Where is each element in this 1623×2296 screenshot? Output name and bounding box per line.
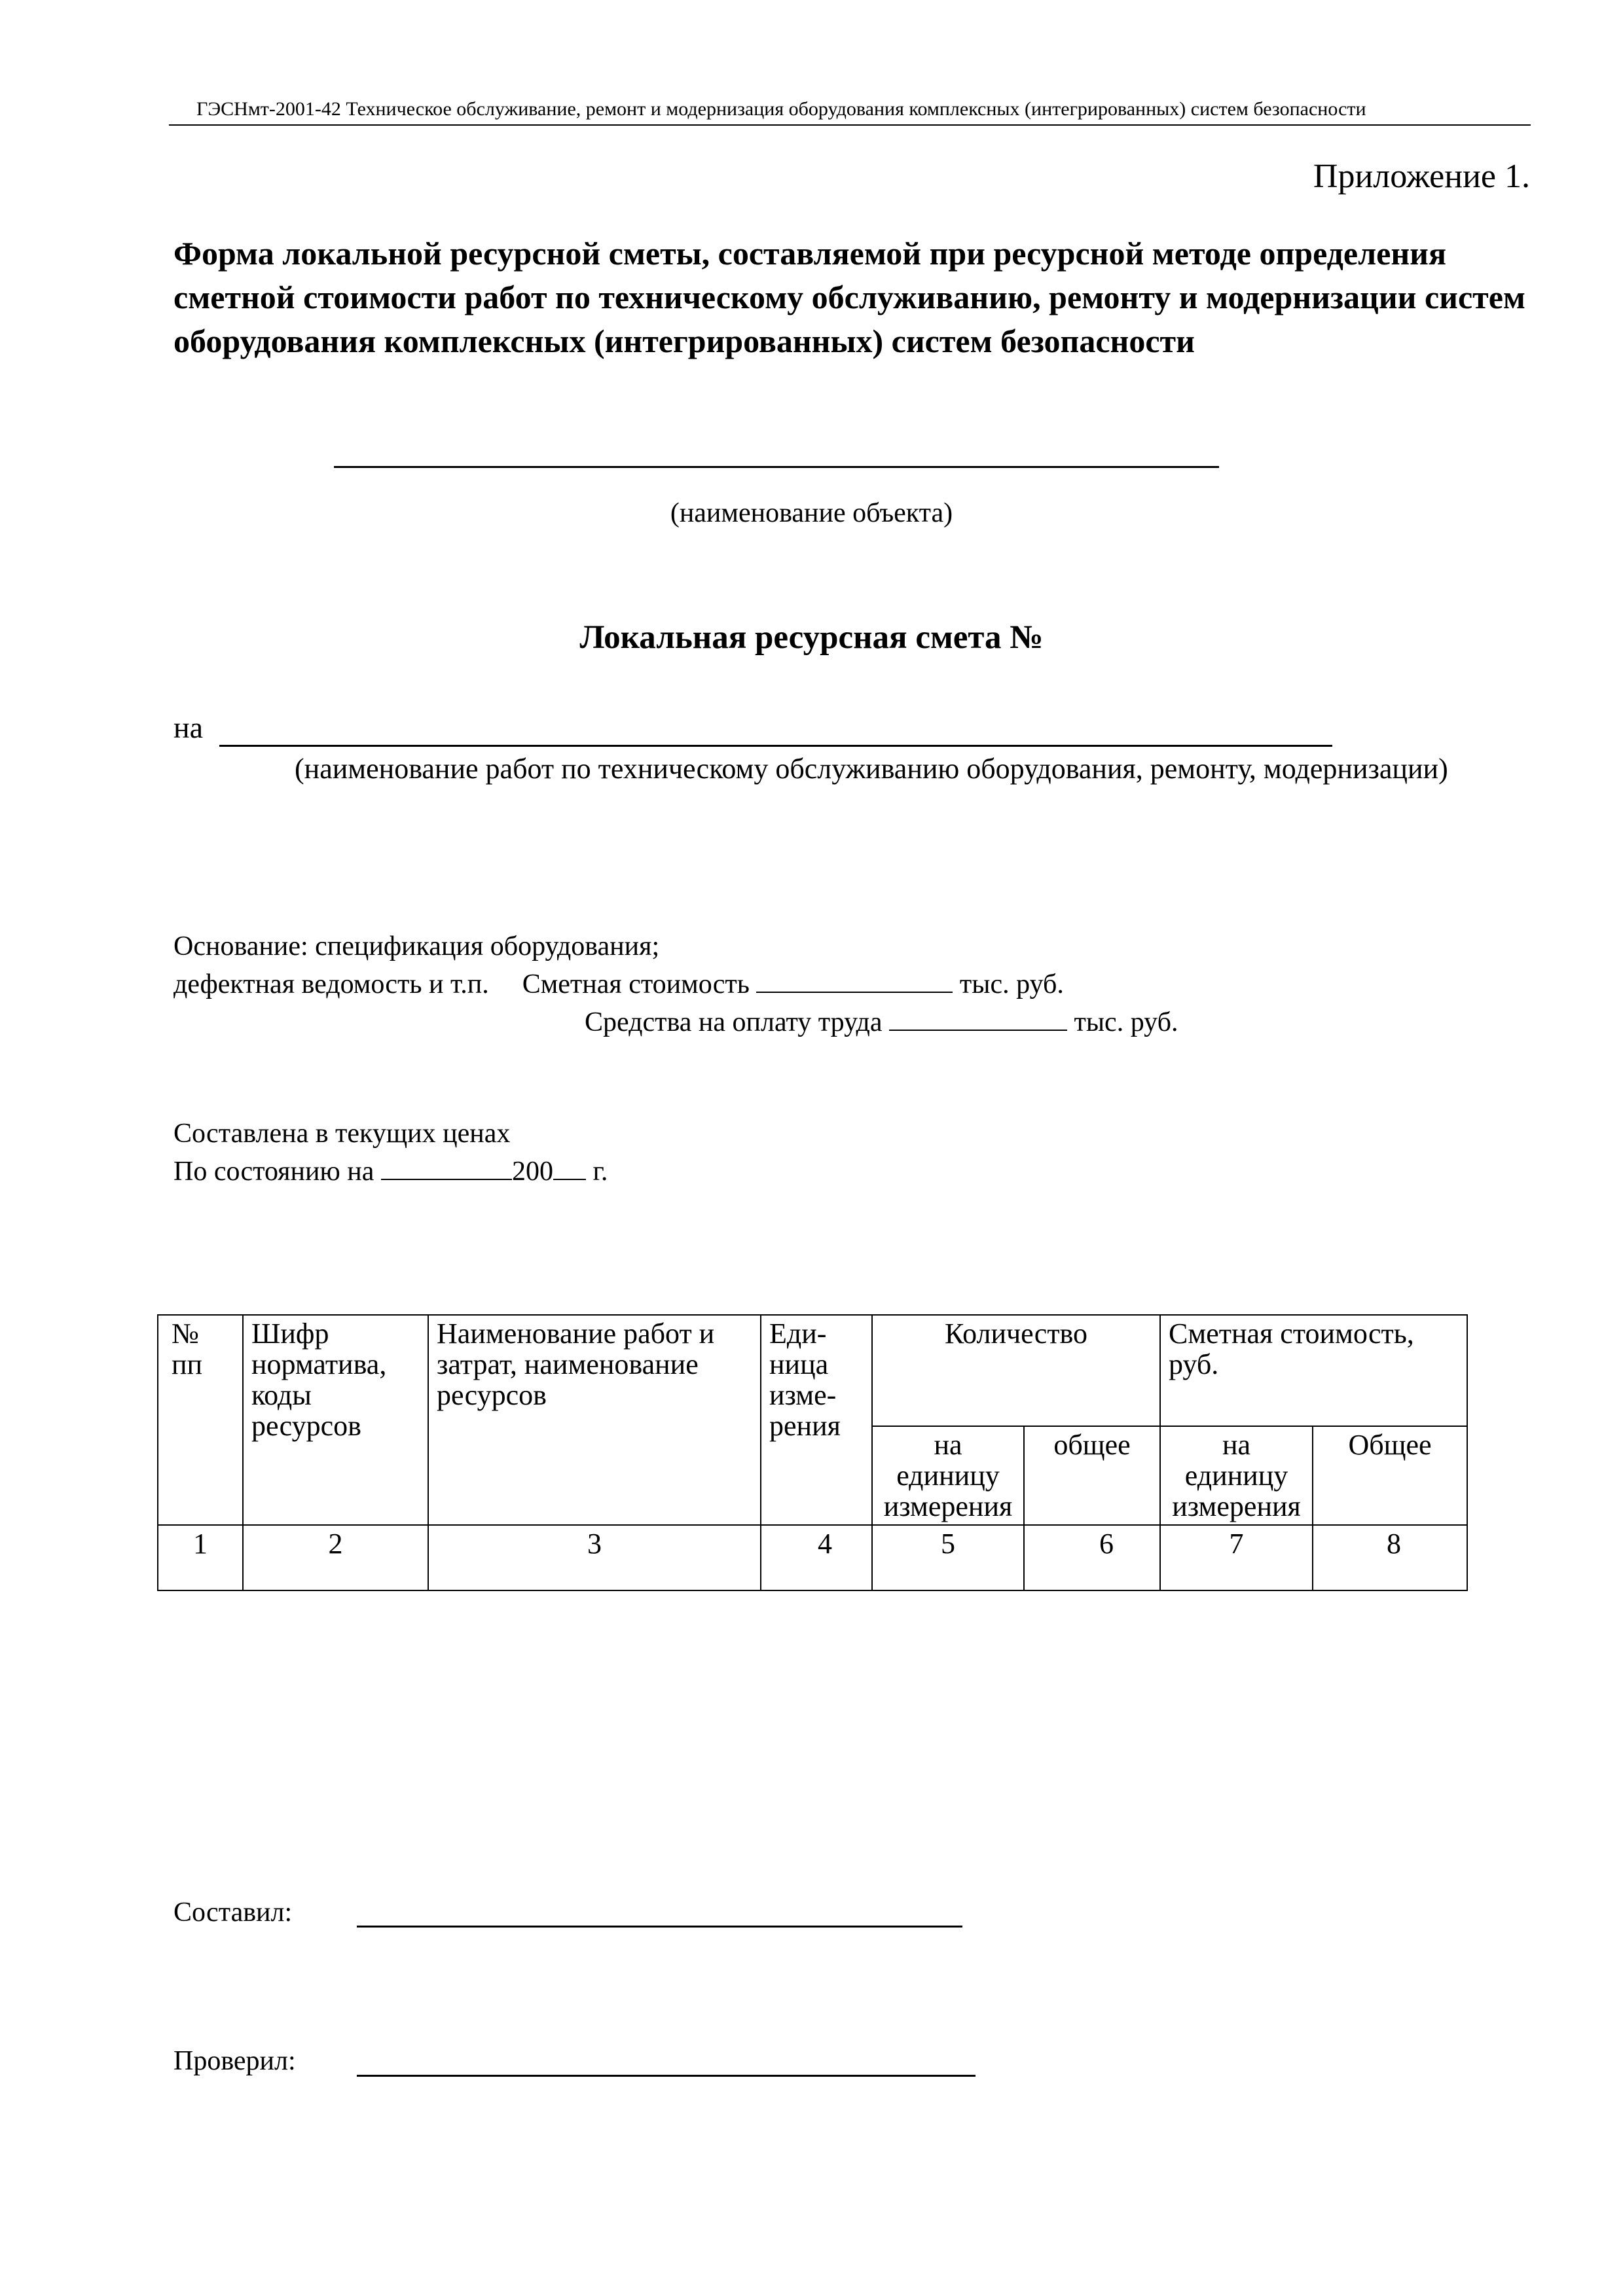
column-number: 2 xyxy=(243,1525,428,1590)
checked-by-line xyxy=(357,2075,976,2077)
work-name-caption-text: (наименование работ по техническому обслуживанию оборудования, ремонту, модернизации) xyxy=(295,753,1448,785)
checked-by-label: Проверил: xyxy=(173,2046,296,2076)
defect-statement-label: дефектная ведомость и т.п. xyxy=(173,969,489,999)
year-blank xyxy=(553,1155,586,1180)
estimate-cost-label: Сметная стоимость xyxy=(522,969,750,999)
header-divider xyxy=(169,124,1531,126)
basis-line-1: Основание: спецификация оборудования; xyxy=(173,931,660,961)
header-col-cost: Сметная стоимость, руб. xyxy=(1160,1315,1467,1426)
wage-fund-unit: тыс. руб. xyxy=(1074,1007,1178,1037)
work-prefix: на xyxy=(173,711,204,744)
work-name-line xyxy=(219,745,1332,747)
estimate-cost-unit: тыс. руб. xyxy=(959,969,1064,999)
header-qty-per-unit: на единицу измерения xyxy=(872,1426,1024,1525)
year-suffix: г. xyxy=(593,1157,608,1187)
basis-line-2 xyxy=(173,965,1064,1003)
wage-fund-blank xyxy=(889,1006,1067,1031)
running-header: ГЭСНмт-2001-42 Техническое обслуживание, ремонт и модернизация оборудования комплексных (интегрированных) систем безопасности xyxy=(196,98,1366,120)
header-cost-per-unit: на единицу измерения xyxy=(1160,1426,1313,1525)
column-number: 8 xyxy=(1313,1525,1467,1590)
header-col-name: Наименование работ и затрат, наименование ресурсов xyxy=(428,1315,761,1525)
column-number: 1 xyxy=(158,1525,243,1590)
prices-line-2 xyxy=(173,1153,608,1191)
column-number: 5 xyxy=(872,1525,1024,1590)
year-prefix: 200 xyxy=(511,1157,553,1187)
header-col-quantity: Количество xyxy=(872,1315,1160,1426)
header-col-no: № пп xyxy=(158,1315,243,1525)
estimate-cost-blank xyxy=(756,968,953,993)
appendix-label: Приложение 1. xyxy=(1313,158,1530,195)
prices-line-1: Составлена в текущих ценах xyxy=(173,1119,511,1149)
estimate-table xyxy=(157,1314,1468,1591)
header-col-unit: Еди-ница изме-рения xyxy=(761,1315,872,1525)
column-number: 3 xyxy=(428,1525,761,1590)
compiled-by-label: Составил: xyxy=(173,1897,293,1928)
compiled-by-line xyxy=(357,1926,962,1928)
estimate-title: Локальная ресурсная смета № xyxy=(579,619,1044,656)
basis-line-3 xyxy=(585,1003,1178,1041)
form-title: Форма локальной ресурсной сметы, составляемой при ресурсной методе определения сметной стоимости работ по техническому обслуживанию, ремонту и модернизации систем оборудования комплексных (интегрированных) систем безопасности xyxy=(173,235,1525,359)
wage-fund-label: Средства на оплату труда xyxy=(585,1007,883,1037)
header-col-code: Шифр норматива, коды ресурсов xyxy=(243,1315,428,1525)
header-qty-total: общее xyxy=(1024,1426,1160,1525)
column-number: 4 xyxy=(761,1525,872,1590)
as-of-label: По состоянию на xyxy=(173,1157,374,1187)
column-number: 6 xyxy=(1024,1525,1160,1590)
work-name-caption xyxy=(173,749,1476,788)
date-blank xyxy=(381,1155,512,1180)
column-number: 7 xyxy=(1160,1525,1313,1590)
object-name-caption: (наименование объекта) xyxy=(670,498,953,528)
header-cost-total: Общее xyxy=(1313,1426,1467,1525)
object-name-line xyxy=(334,466,1219,468)
